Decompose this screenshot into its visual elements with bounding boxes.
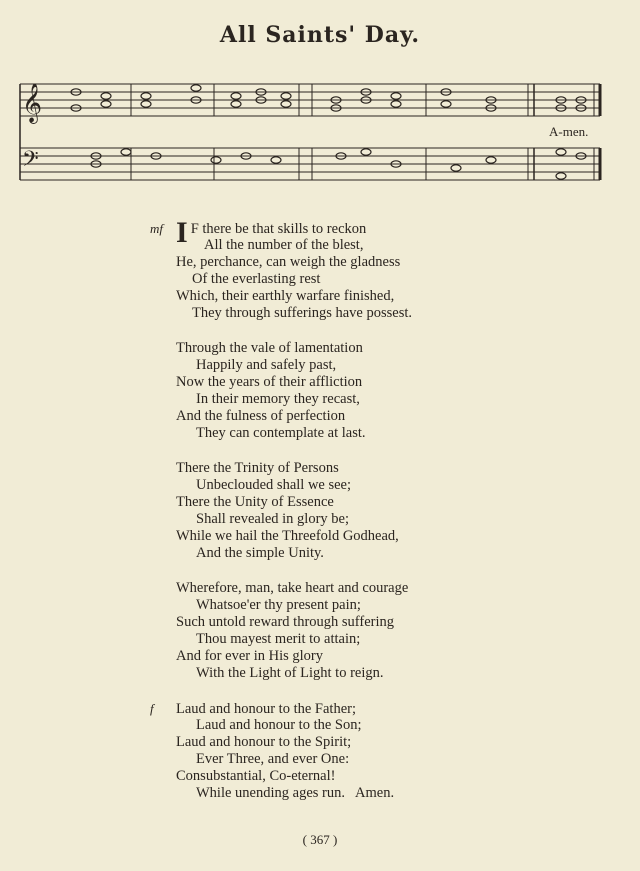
drop-cap: I xyxy=(176,216,188,249)
dynamic-mark: f xyxy=(150,701,154,716)
verse-line: Consubstantial, Co-eternal! xyxy=(176,768,336,784)
verse-line: He, perchance, can weigh the gladness xyxy=(176,254,401,270)
verse-line: There the Trinity of Persons xyxy=(176,460,339,476)
verse-line: Wherefore, man, take heart and courage xyxy=(176,580,409,596)
verse-line: Such untold reward through suffering xyxy=(176,614,394,630)
verse-line: Through the vale of lamentation xyxy=(176,340,363,356)
verse-line: Thou mayest merit to attain; xyxy=(196,631,361,647)
verse-line: Happily and safely past, xyxy=(196,357,337,373)
verse-line: There the Unity of Essence xyxy=(176,494,334,510)
verse-line: F there be that skills to reckon xyxy=(190,221,367,237)
stanza-1 xyxy=(150,216,620,322)
stanza-2 xyxy=(150,340,620,442)
verse-line: Laud and honour to the Father; xyxy=(176,701,356,717)
stanza-5 xyxy=(150,700,620,802)
stanza-3 xyxy=(150,460,620,562)
verse-line: Of the everlasting rest xyxy=(192,271,321,287)
verse-line: And the simple Unity. xyxy=(196,545,324,561)
hymn-text xyxy=(150,216,620,820)
verse-line: They can contemplate at last. xyxy=(196,425,366,441)
verse-line: Laud and honour to the Spirit; xyxy=(176,734,352,750)
verse-line: In their memory they recast, xyxy=(196,391,360,407)
stanza-4 xyxy=(150,580,620,682)
verse-line: With the Light of Light to reign. xyxy=(196,665,384,681)
verse-line: Whatsoe'er thy present pain; xyxy=(196,597,361,613)
verse-line: All the number of the blest, xyxy=(204,237,364,253)
verse-line: And for ever in His glory xyxy=(176,648,323,664)
verse-line: Now the years of their affliction xyxy=(176,374,363,390)
page-number: ( 367 ) xyxy=(302,832,338,847)
verse-line: Shall revealed in glory be; xyxy=(196,511,350,527)
verse-line: While unending ages run. Amen. xyxy=(196,785,395,801)
amen-label: A-men. xyxy=(549,124,589,139)
verse-line: They through sufferings have possest. xyxy=(192,305,413,321)
svg-text:𝄞: 𝄞 xyxy=(22,83,43,123)
verse-line: Unbeclouded shall we see; xyxy=(196,477,352,493)
verse-line: And the fulness of perfection xyxy=(176,408,346,424)
music-score xyxy=(16,72,606,192)
verse-line: Which, their earthly warfare finished, xyxy=(176,288,395,304)
verse-line: Ever Three, and ever One: xyxy=(196,751,350,767)
svg-text:𝄢: 𝄢 xyxy=(22,147,39,177)
page-title: All Saints' Day. xyxy=(219,22,421,48)
dynamic-mark: mf xyxy=(150,221,163,236)
verse-line: Laud and honour to the Son; xyxy=(196,717,362,733)
verse-line: While we hail the Threefold Godhead, xyxy=(176,528,399,544)
